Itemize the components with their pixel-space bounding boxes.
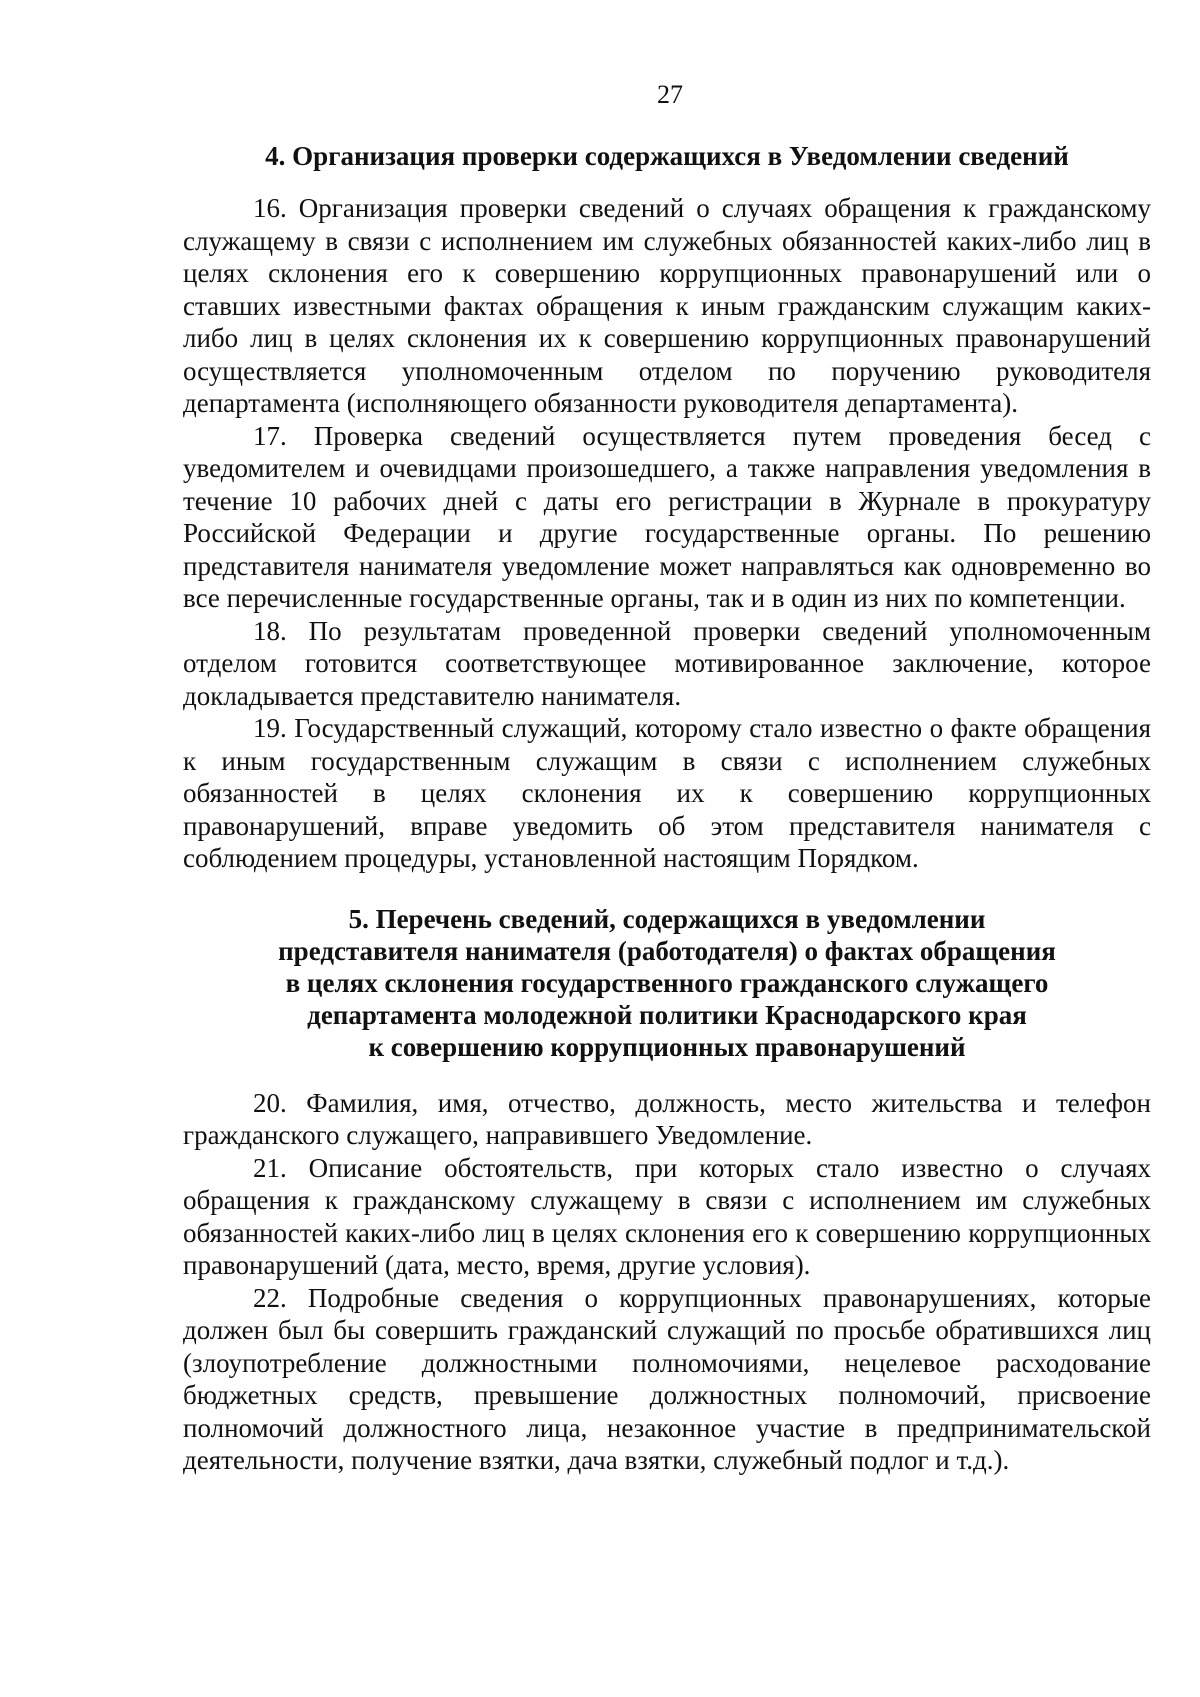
paragraph-21: 21. Описание обстоятельств, при которых стало известно о случаях обращения к гражданскому служащему в связи с исполнением им служебных обязанностей каких-либо лиц в целях склонения его к совершению коррупционных правонарушений (дата, место, время, другие условия).: [183, 1152, 1151, 1280]
paragraph-17: 17. Проверка сведений осуществляется путем проведения бесед с уведомителем и очевидцами произошедшего, а также направления уведомления в течение 10 рабочих дней с даты его регистрации в Журнале в прокуратуру Российской Федерации и другие государственные органы. По решению представителя нанимателя уведомление может направляться как одновременно во все перечисленные государственные органы, так и в один из них по компетенции.: [183, 420, 1151, 613]
section-4-heading: 4. Организация проверки содержащихся в Уведомлении сведений: [265, 141, 1069, 171]
section-5-heading-line: представителя нанимателя (работодателя) о фактах обращения: [278, 935, 1056, 966]
page-number: 27: [657, 80, 683, 109]
section-5-heading-line: 5. Перечень сведений, содержащихся в уведомлении: [348, 903, 986, 934]
paragraph-16: 16. Организация проверки сведений о случаях обращения к гражданскому служащему в связи с исполнением им служебных обязанностей каких-либо лиц в целях склонения его к совершению коррупционных правонарушений или о ставших известными фактах обращения к иным гражданским служащим каких-либо лиц в целях склонения их к совершению коррупционных правонарушений осуществляется уполномоченным отделом по поручению руководителя департамента (исполняющего обязанности руководителя департамента).: [183, 193, 1151, 418]
section-5-heading-line: в целях склонения государственного гражданского служащего: [285, 967, 1049, 998]
section-5-heading-line: к совершению коррупционных правонарушений: [368, 1031, 966, 1062]
paragraph-18: 18. По результатам проведенной проверки сведений уполномоченным отделом готовится соответствующее мотивированное заключение, которое докладывается представителю нанимателя.: [183, 615, 1151, 711]
section-5-heading: [183, 903, 1151, 1063]
document-body: [183, 140, 1151, 1477]
section-5-heading-line: департамента молодежной политики Краснодарского края: [307, 999, 1027, 1030]
paragraph-19: 19. Государственный служащий, которому стало известно о факте обращения к иным государственным служащим в связи с исполнением служебных обязанностей в целях склонения их к совершению коррупционных правонарушений, вправе уведомить об этом представителя нанимателя с соблюдением процедуры, установленной настоящим Порядком.: [183, 713, 1151, 873]
paragraph-22: 22. Подробные сведения о коррупционных правонарушениях, которые должен был бы совершить гражданский служащий по просьбе обратившихся лиц (злоупотребление должностными полномочиями, нецелевое расходование бюджетных средств, превышение должностных полномочий, присвоение полномочий должностного лица, незаконное участие в предпринимательской деятельности, получение взятки, дача взятки, служебный подлог и т.д.).: [183, 1282, 1151, 1475]
paragraph-20: 20. Фамилия, имя, отчество, должность, место жительства и телефон гражданского служащего, направившего Уведомление.: [183, 1087, 1151, 1150]
